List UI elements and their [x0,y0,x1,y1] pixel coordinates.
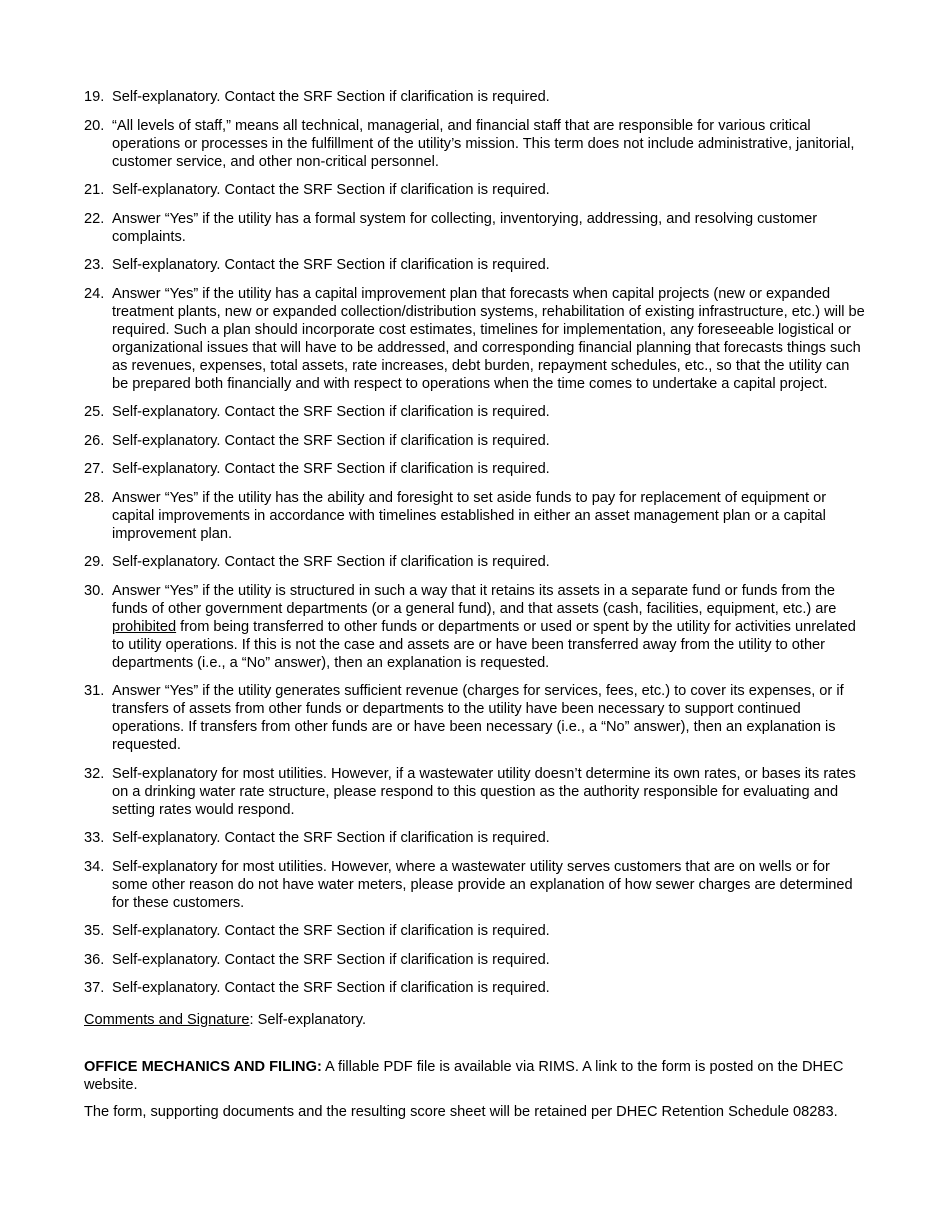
item-number: 19. [84,89,105,105]
item-number: 21. [84,182,105,198]
item-number: 37. [84,980,105,996]
list-item [84,256,868,274]
list-item [84,460,868,478]
item-text: Answer “Yes” if the utility has the ability and foresight to set aside funds to pay for replacement of equipment or capital improvements in accordance with timelines established in either an asset management plan or a capital improvement plan. [112,489,827,542]
item-text: Self-explanatory. Contact the SRF Section if clarification is required. [112,89,550,105]
item-text: Self-explanatory. Contact the SRF Section if clarification is required. [112,461,550,477]
item-number: 34. [84,858,105,875]
item-number: 24. [84,285,105,302]
list-item [84,765,868,819]
item-number: 22. [84,210,105,227]
item-text: Self-explanatory. Contact the SRF Section if clarification is required. [112,182,550,198]
list-item [84,829,868,847]
comments-text: : Self-explanatory. [249,1012,367,1028]
item-text: Self-explanatory. Contact the SRF Section if clarification is required. [112,980,550,996]
office-mechanics-paragraph [84,1058,868,1094]
item-text: Self-explanatory. Contact the SRF Section if clarification is required. [112,432,550,449]
item-text: Self-explanatory. Contact the SRF Section if clarification is required. [112,554,550,570]
item-number: 25. [84,404,105,420]
item-number: 26. [84,432,105,449]
retention-paragraph: The form, supporting documents and the resulting score sheet will be retained per DHEC Retention Schedule 08283. [84,1104,838,1120]
list-item [84,553,868,571]
list-item [84,403,868,421]
list-item [84,922,868,940]
list-item [84,88,868,106]
item-number: 32. [84,765,105,782]
item-number: 28. [84,489,105,506]
item-text: Self-explanatory for most utilities. However, where a wastewater utility serves customers that are on wells or for some other reason do not have water meters, please provide an explanation of how sewer charges are determined for these customers. [112,858,853,911]
item-text: Answer “Yes” if the utility has a capital improvement plan that forecasts when capital projects (new or expanded treatment plants, new or expanded collection/distribution systems, rehabilitation of existing infrastructure, etc.) will be required. Such a plan should incorporate cost estimates, timelines for implementation, any foreseeable logistical or organizational issues that will have to be addressed, and corresponding financial planning that forecasts things such as revenues, expenses, total assets, rate increases, debt burden, repayment schedules, etc., so that the utility can be prepared both financially and with respect to operations when the time comes to undertake a capital project. [112,285,865,392]
list-item [84,951,868,969]
item-number: 27. [84,461,105,477]
item-text: Self-explanatory. Contact the SRF Section if clarification is required. [112,951,550,968]
list-item [84,117,868,171]
list-item [84,979,868,997]
item-number: 29. [84,554,105,570]
item-text: Answer “Yes” if the utility has a formal system for collecting, inventorying, addressing, and resolving customer complaints. [112,210,818,245]
item-text: Self-explanatory. Contact the SRF Section if clarification is required. [112,923,550,939]
item-number: 36. [84,951,105,968]
item-text: “All levels of staff,” means all technical, managerial, and financial staff that are responsible for various critical operations or processes in the fulfillment of the utility’s mission. This term does not include administrative, janitorial, customer service, and other non-critical personnel. [112,117,855,170]
office-text: A fillable PDF file is available via RIMS. A link to the form is posted on the DHEC website. [84,1059,844,1093]
item-number: 31. [84,683,105,699]
list-item [84,582,868,672]
item-text: Self-explanatory for most utilities. However, if a wastewater utility doesn’t determine its own rates, or bases its rates on a drinking water rate structure, please respond to this question as the authority responsible for evaluating and setting rates would respond. [112,765,856,818]
item-text: Self-explanatory. Contact the SRF Section if clarification is required. [112,830,550,846]
item-number: 35. [84,923,105,939]
item-number: 20. [84,117,105,134]
item-text: Answer “Yes” if the utility generates sufficient revenue (charges for services, fees, etc.) to cover its expenses, or if transfers of assets from other funds or departments to the utility have been necessary to support continued operations. If transfers from other funds are or have been necessary (i.e., a “No” answer), then an explanation is requested. [112,683,844,753]
list-item [84,682,868,754]
item-number: 30. [84,582,105,599]
item-text: Self-explanatory. Contact the SRF Section if clarification is required. [112,404,550,420]
item-number: 23. [84,257,105,273]
comments-heading: Comments and Signature [84,1012,250,1028]
document-page [84,88,868,1121]
item-number: 33. [84,830,105,846]
item-text: Self-explanatory. Contact the SRF Section if clarification is required. [112,257,550,273]
list-item [84,432,868,450]
list-item [84,181,868,199]
item-text-before: Answer “Yes” if the utility is structured in such a way that it retains its assets in a separate fund or funds from the funds of other government departments (or a general fund), and that assets (cash, facilities, equipment, etc.) are [112,582,837,617]
underlined-term: prohibited [112,618,177,635]
item-text-after: from being transferred to other funds or departments or used or spent by the utility for activities unrelated to utility operations. If this is not the case and assets are or have been transferred away from the utility to other departments (i.e., a “No” answer), then an explanation is requested. [112,618,856,671]
list-item [84,210,868,246]
list-item [84,489,868,543]
comments-and-signature-paragraph [84,1011,868,1029]
list-item [84,285,868,393]
list-item [84,858,868,912]
office-heading: OFFICE MECHANICS AND FILING: [84,1059,322,1075]
numbered-instructions-list [84,88,868,997]
